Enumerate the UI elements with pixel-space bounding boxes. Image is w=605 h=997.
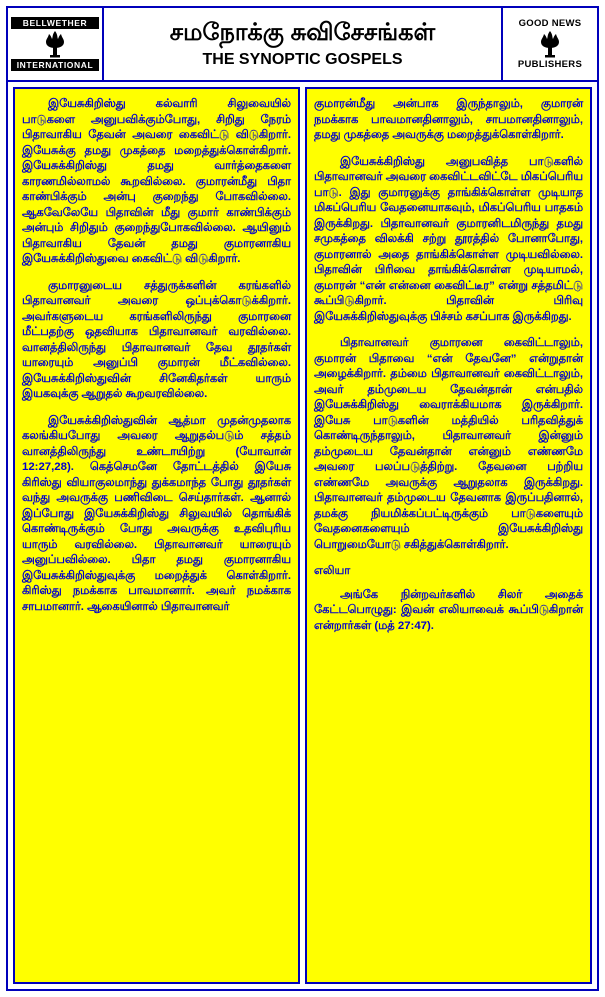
text-column-right xyxy=(305,87,592,984)
paragraph: இயேசுக்கிறிஸ்து அனுபவித்த பாடுகளில் பிதாவானவர் அவரை கைவிட்டவிட்டே மிகப்பெரிய பாடு. இது குமாரனுக்கு தாங்கிக்கொள்ள முடியாத மிகப்பெரிய வேதனையாகவும், மிகப்பெரிய பாதகம் இருக்கிறது. பிதாவானவர் குமாரனிடமிருந்து தமது சமுகத்தை விலக்கி சற்று தூரத்தில் போனாபோது, குமாரனால் அதை தாங்கிக்கொள்ள முடியவில்லை. பிதாவின் பிரிவை தாங்கிக்கொள்ள முடியாமல், குமாரன் “என் என்னை கைவிட்டீர” என்று சத்தமிட்டு கூப்பிடுகிறார். பிதாவின் பிரிவு இயேசுக்கிறிஸ்துவுக்கு பிச்சம் கசப்பாக இருக்கிறது. xyxy=(314,155,583,323)
publisher-logo-left xyxy=(8,8,104,80)
page-title-tamil: சமநோக்கு சுவிசேசங்கள் xyxy=(169,19,436,46)
logo-left-bottom-text: INTERNATIONAL xyxy=(11,59,99,71)
text-column-left xyxy=(13,87,300,984)
paragraph: குமாரன்மீது அன்பாக இருந்தாலும், குமாரன் நமக்காக பாவமானதினாலும், சாபமானதினாலும், தமது முகத்தை அவருக்கு மறைத்துக்கொள்கிறார். xyxy=(314,98,583,141)
logo-right-bottom-text: PUBLISHERS xyxy=(517,59,583,70)
paragraph: இயேசுக்கிறிஸ்துவின் ஆத்மா முதன்முதலாக கலங்கியபோது அவரை ஆறுதல்படும் சத்தம் வானத்திலிருந்து உண்டாயிற்று (யோவான் 12:27,28). கெத்செமனே தோட்டத்தில் இயேசு கிரிஸ்து வியாகுலமாந்து துக்கமாந்த போது தூதர்கள் வந்து அவருக்கு பணிவிடை செய்தார்கள். ஆனால் இப்போது இயேசுக்கிறிஸ்து சிலுவயில் தொங்கிக் கொண்டிருக்கும் போது அவருக்கு உதவிபுரிய யாரும் வரவில்லை. பிதாவானவர் யாரையும் அனுப்பவில்லை. பிதா தமது குமாரனாகிய இயேசுக்கிறிஸ்துவுக்கு மறைத்துக் கொள்கிறார். கிரிஸ்து நமக்காக பாவமானார். அவர் நமக்காக சாபமானார். ஆகையினால் பிதாவானவர் xyxy=(22,414,291,613)
document-header xyxy=(8,8,597,82)
publisher-logo-right xyxy=(501,8,597,80)
paragraph: குமாரனுடைய சத்துருக்களின் கரங்களில் பிதாவானவர் அவரை ஒப்புக்கொடுக்கிறார். அவர்களுடைய கரங்களிலிருந்து குமாரனை மீட்பதற்கு ஒதவியாக பிதாவானவர் வரவில்லை. வானத்திலிருந்து பிதாவானவர் தேவ தூதர்கள் யாரையும் அனுப்பி குமாரன் மீட்கவில்லை. இயேசுக்கிறிஸ்துவின் சினேகிதர்கள் யாரும் இயகவுக்கு ஆறுதல் கூறவரவில்லை. xyxy=(22,279,291,400)
logo-left-top-text: BELLWETHER xyxy=(11,17,99,29)
section-heading: எலியா xyxy=(314,565,351,577)
logo-right-top-text: GOOD NEWS xyxy=(518,18,582,29)
document-body xyxy=(8,82,597,989)
document-frame xyxy=(6,6,599,991)
torch-icon xyxy=(506,29,594,59)
paragraph: பிதாவானவர் குமாரனை கைவிட்டாலும், குமாரன் பிதாவை “என் தேவனே” என்றுதான் அழைக்கிறார். தம்மை பிதாவானவர் கைவிட்டாலும், அவர் தம்முடைய தேவன்தான் என்பதில் இயேசுக்கிறிஸ்து வைராக்கியமாக இருக்கிறார். இயேசு பாடுகளின் மத்தியில் பரிதவித்துக் கொண்டிருந்தாலும், பிதாவானவர் இன்னும் தம்முடைய தேவன்தான் என்னும் எண்ணமே அவரை பலப்படுத்திற்று. தேவனை பற்றிய எண்ணமே அவருக்கு ஆறுதலாக இருக்கிறது. பிதாவானவர் தம்முடைய தேவனாக இருப்பதினால், தமக்கு நியமிக்கப்பட்டிருக்கும் பாடுகளையும் வேதனைகளையும் இயேசுக்கிறிஸ்து பொறுமையோடு சகித்துக்கொள்கிறார். xyxy=(314,337,583,551)
closing-paragraph: அங்கே நின்றவர்களில் சிலர் அதைக் கேட்டபொழுது: இவன் எலியாவைக் கூப்பிடுகிறான் என்றார்கள் (மத் 27:47). xyxy=(314,588,583,632)
torch-icon xyxy=(11,29,99,59)
page-title-english: THE SYNOPTIC GOSPELS xyxy=(202,51,403,68)
document-title-block xyxy=(104,8,501,80)
paragraph: இயேசுகிறிஸ்து கல்வாரி சிலுவையில் பாடுகளை அனுபவிக்கும்போது, சிறிது நேரம் பிதாவாகிய தேவன் அவரை கைவிட்டு விடுகிறார். இயேசுக்கு தமது முகத்தை மறைத்துக்கொள்கிறார். இயேசுக்கிறிஸ்து தமது வார்த்தைகளை காரணமில்லாமல் கூறவில்லை. குமாரன்மீது பிதா காண்பிக்கும் அன்பு குறைந்து போகவில்லை. ஆகவேலேயே பிதாவின் மீது குமார் காண்பிக்கும் அன்பும் சிறிதும் குறைந்துபோகவில்லை. ஆயினும் பிதாவாகிய தேவன் தமது குமாரனாகிய இயேசுக்கிறிஸ்துவை கைவிட்டு விடுகிறார். xyxy=(22,98,291,265)
